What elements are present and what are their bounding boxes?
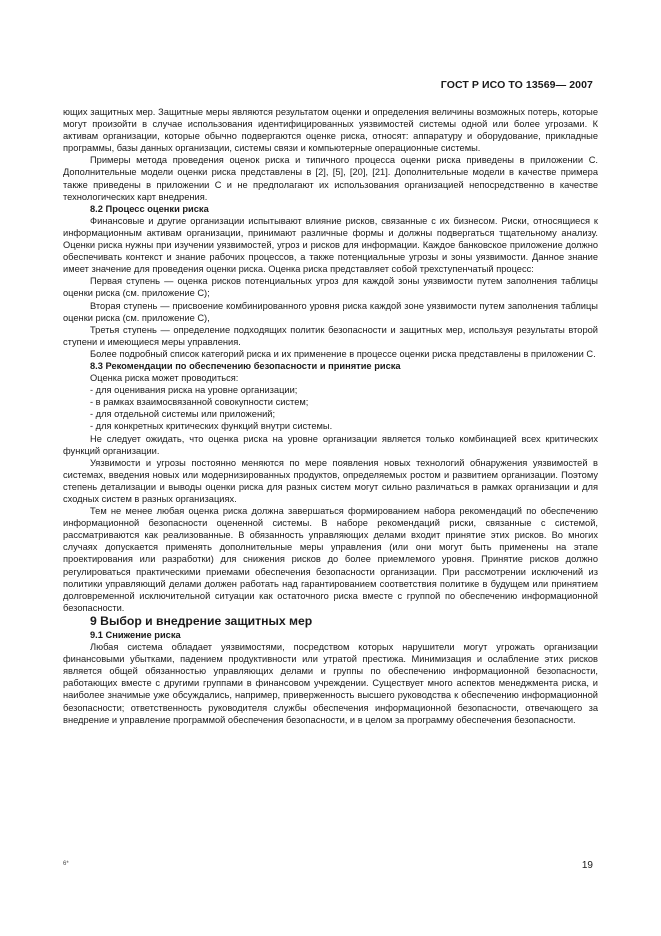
paragraph: ющих защитных мер. Защитные меры являются результатом оценки и определения величины возможных потерь, которые могут произойти в случае использования идентифицированных уязвимостей системы одной или более угрозами. К активам организации, которые обычно подвергаются оценке риска, относят: аппаратуру и оборудование, прикладные программы, базы данных организации, системы связи и компьютерные операционные системы. [63, 107, 598, 154]
list-item: - для оценивания риска на уровне организации; [90, 385, 298, 396]
page-number: 19 [581, 860, 593, 871]
paragraph: Третья ступень — определение подходящих политик безопасности и защитных мер, используя результаты второй ступени и имеющиеся меры управления. [63, 324, 598, 347]
paragraph: Не следует ожидать, что оценка риска на уровне организации является только комбинацией всех критических функций организации. [63, 433, 598, 456]
paragraph: Более подробный список категорий риска и их применение в процессе оценки риска представлены в приложении С. [90, 348, 596, 359]
list-item: - для отдельной системы или приложений; [90, 409, 276, 420]
document-header: ГОСТ Р ИСО ТО 13569— 2007 [440, 79, 593, 91]
paragraph: Первая ступень — оценка рисков потенциальных угроз для каждой зоны уязвимости путем заполнения таблицы оценки риска (см. приложение С); [63, 276, 598, 299]
paragraph: Тем не менее любая оценка риска должна завершаться формированием набора рекомендаций по обеспечению информационной безопасности оцененной системы. В наборе рекомендаций риски, связанные с системой, рассматриваются как реализованные. В обязанность управляющих делами входит принятие этих рисков. Во многих случаях допускается применять дополнительные меры управления (или они могут быть применены на этапе проектирования или разработки) для снижения рисков до более приемлемого уровня. Принятие рисков должно регулироваться практическими приемами обеспечения безопасности организации. При рассмотрении исключений из политики управляющий делами должен работать над гарантированием соответствия политике в будущем или принятием долговременной исключительной ситуации как остаточного риска вместе с группой по обеспечению информационной безопасности. [63, 506, 598, 613]
chapter-heading-9: 9 Выбор и внедрение защитных мер [90, 613, 313, 628]
section-heading-8-2: 8.2 Процесс оценки риска [90, 203, 209, 214]
sheet-mark: 6* [63, 861, 69, 867]
paragraph: Любая система обладает уязвимостями, посредством которых нарушители могут угрожать организации финансовыми убытками, падением продуктивности или утратой престижа. Минимизация и ослабление этих рисков является общей обязанностью управляющих делами и группы по обеспечению информационной безопасности, работающих вместе с другими группами в финансовом учреждении. Существует много аспектов менеджмента риска, и наиболее значимые уже обсуждались, например, приверженность высшего руководства к обеспечению информационной безопасности; ответственность руководителя службы обеспечения информационной безопасности, отвечающего за внедрение и управление программой обеспечения безопасности, и в целом за программу обеспечения безопасности. [63, 642, 598, 725]
paragraph: Вторая ступень — присвоение комбинированного уровня риска каждой зоне уязвимости путем заполнения таблицы оценки риска (см. приложение С), [63, 300, 598, 323]
section-heading-9-1: 9.1 Снижение риска [90, 629, 181, 640]
paragraph: Примеры метода проведения оценок риска и типичного процесса оценки риска приведены в приложении С. Дополнительные модели оценки риска представлены в [2], [5], [20], [21]. Дополнительные модели в качестве примера также приведены в приложении С и не предполагают их использования организацией непосредственно в качестве технологических карт внедрения. [63, 155, 598, 202]
paragraph: Оценка риска может проводиться: [90, 373, 239, 384]
section-heading-8-3: 8.3 Рекомендации по обеспечению безопасности и принятие риска [90, 360, 401, 371]
paragraph: Финансовые и другие организации испытывают влияние рисков, связанные с их бизнесом. Риски, относящиеся к информационным активам организации, принимают различные формы и должны подвергаться тщательному анализу. Оценки риска нужны при изучении уязвимостей, угроз и рисков для информации. Каждое банковское приложение должно обеспечивать контекст и знание рабочих процессов, а также потенциальные угрозы и зоны уязвимости. Данное знание имеет значение для проведения оценки риска. Оценка риска представляет собой трехступенчатый процесс: [63, 215, 598, 275]
paragraph: Уязвимости и угрозы постоянно меняются по мере появления новых технологий обнаружения уязвимостей в системах, введения новых или модернизированных продуктов, определяемых ростом и развитием организации. Поэтому степень детализации и выводы оценки риска для разных систем могут сильно различаться в рамках организации и для сходных систем в разных организациях. [63, 457, 598, 504]
list-item: - в рамках взаимосвязанной совокупности систем; [90, 397, 309, 408]
document-body [63, 106, 598, 726]
list-item: - для конкретных критических функций внутри системы. [90, 421, 333, 432]
